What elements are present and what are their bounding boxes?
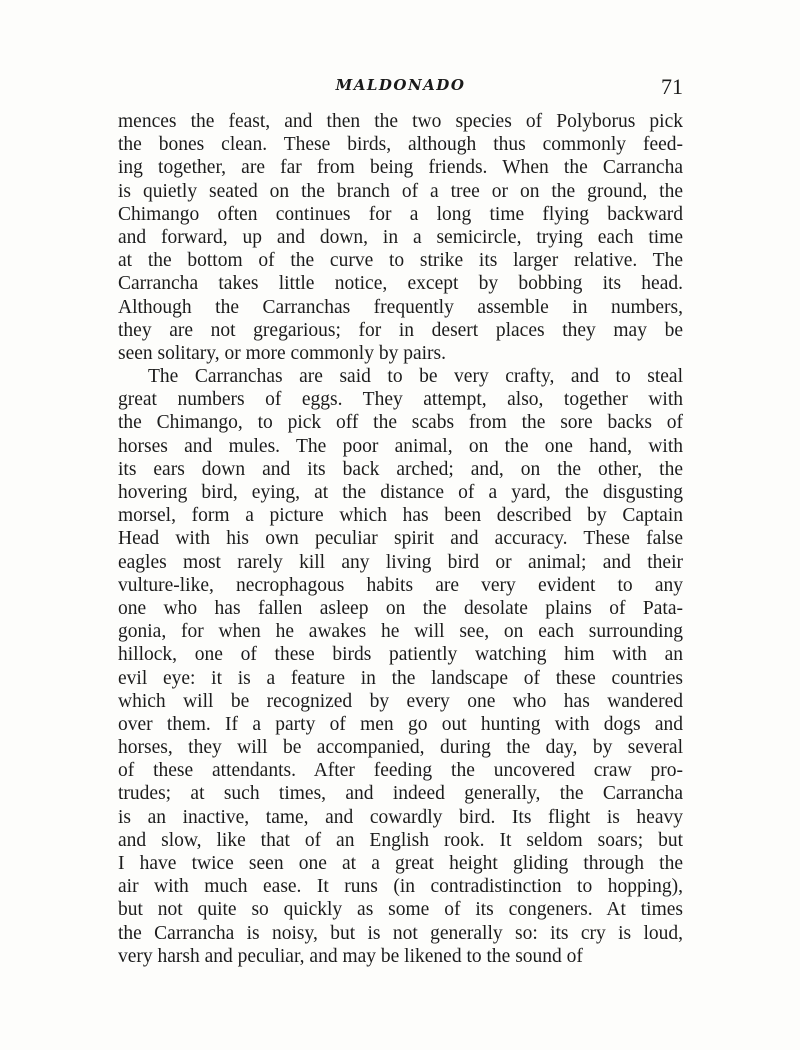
paragraph-2	[118, 365, 683, 968]
text-line: gonia, for when he awakes he will see, on each surrounding	[118, 621, 683, 643]
text-line: hillock, one of these birds patiently watching him with an	[118, 644, 683, 666]
text-line: the Carrancha is noisy, but is not generally so: its cry is loud,	[118, 922, 683, 944]
page-number: 71	[661, 74, 683, 99]
paragraph-1	[118, 110, 683, 365]
text-line: great numbers of eggs. They attempt, also, together with	[118, 389, 683, 411]
text-line: horses, they will be accompanied, during the day, by several	[118, 737, 683, 759]
running-title: MALDONADO	[335, 76, 466, 94]
body-text	[118, 110, 683, 968]
text-line: trudes; at such times, and indeed generally, the Carrancha	[118, 783, 683, 805]
text-line: at the bottom of the curve to strike its larger relative. The	[118, 250, 683, 272]
text-line: Head with his own peculiar spirit and accuracy. These false	[118, 528, 683, 550]
text-line: very harsh and peculiar, and may be likened to the sound of	[118, 945, 583, 967]
text-line: which will be recognized by every one who has wandered	[118, 690, 683, 712]
text-line: hovering bird, eying, at the distance of a yard, the disgusting	[118, 482, 683, 503]
text-line: of these attendants. After feeding the uncovered craw pro-	[118, 760, 683, 782]
text-line: The Carranchas are said to be very crafty, and to steal	[148, 366, 683, 388]
text-line: its ears down and its back arched; and, on the other, the	[118, 458, 683, 480]
text-line: Although the Carranchas frequently assemble in numbers,	[118, 296, 683, 318]
text-line: the Chimango, to pick off the scabs from the sore backs of	[118, 412, 683, 434]
text-line: seen solitary, or more commonly by pairs.	[118, 342, 446, 364]
text-line: ing together, are far from being friends. When the Carrancha	[118, 157, 683, 179]
text-line: eagles most rarely kill any living bird or animal; and their	[118, 551, 683, 573]
text-line: but not quite so quickly as some of its congeners. At times	[118, 899, 683, 921]
text-line: the bones clean. These birds, although thus commonly feed-	[118, 134, 683, 156]
text-line: one who has fallen asleep on the desolate plains of Pata-	[118, 597, 683, 619]
text-line: air with much ease. It runs (in contradistinction to hopping),	[118, 876, 683, 898]
text-line: over them. If a party of men go out hunting with dogs and	[118, 713, 683, 735]
text-line: Carrancha takes little notice, except by bobbing its head.	[118, 273, 683, 295]
text-line: they are not gregarious; for in desert places they may be	[118, 319, 683, 341]
text-line: is an inactive, tame, and cowardly bird. Its flight is heavy	[118, 806, 683, 828]
text-line: Chimango often continues for a long time flying backward	[118, 203, 683, 225]
text-line: horses and mules. The poor animal, on the one hand, with	[118, 435, 683, 457]
text-line: is quietly seated on the branch of a tree or on the ground, the	[118, 180, 683, 202]
running-head	[118, 74, 683, 104]
text-line: vulture-like, necrophagous habits are very evident to any	[118, 574, 683, 596]
text-line: mences the feast, and then the two species of Polyborus pick	[118, 111, 683, 132]
text-line: and slow, like that of an English rook. It seldom soars; but	[118, 829, 683, 851]
text-line: evil eye: it is a feature in the landscape of these countries	[118, 667, 683, 689]
text-line: morsel, form a picture which has been described by Captain	[118, 505, 683, 527]
text-line: and forward, up and down, in a semicircle, trying each time	[118, 226, 683, 248]
text-line: I have twice seen one at a great height gliding through the	[118, 853, 683, 874]
